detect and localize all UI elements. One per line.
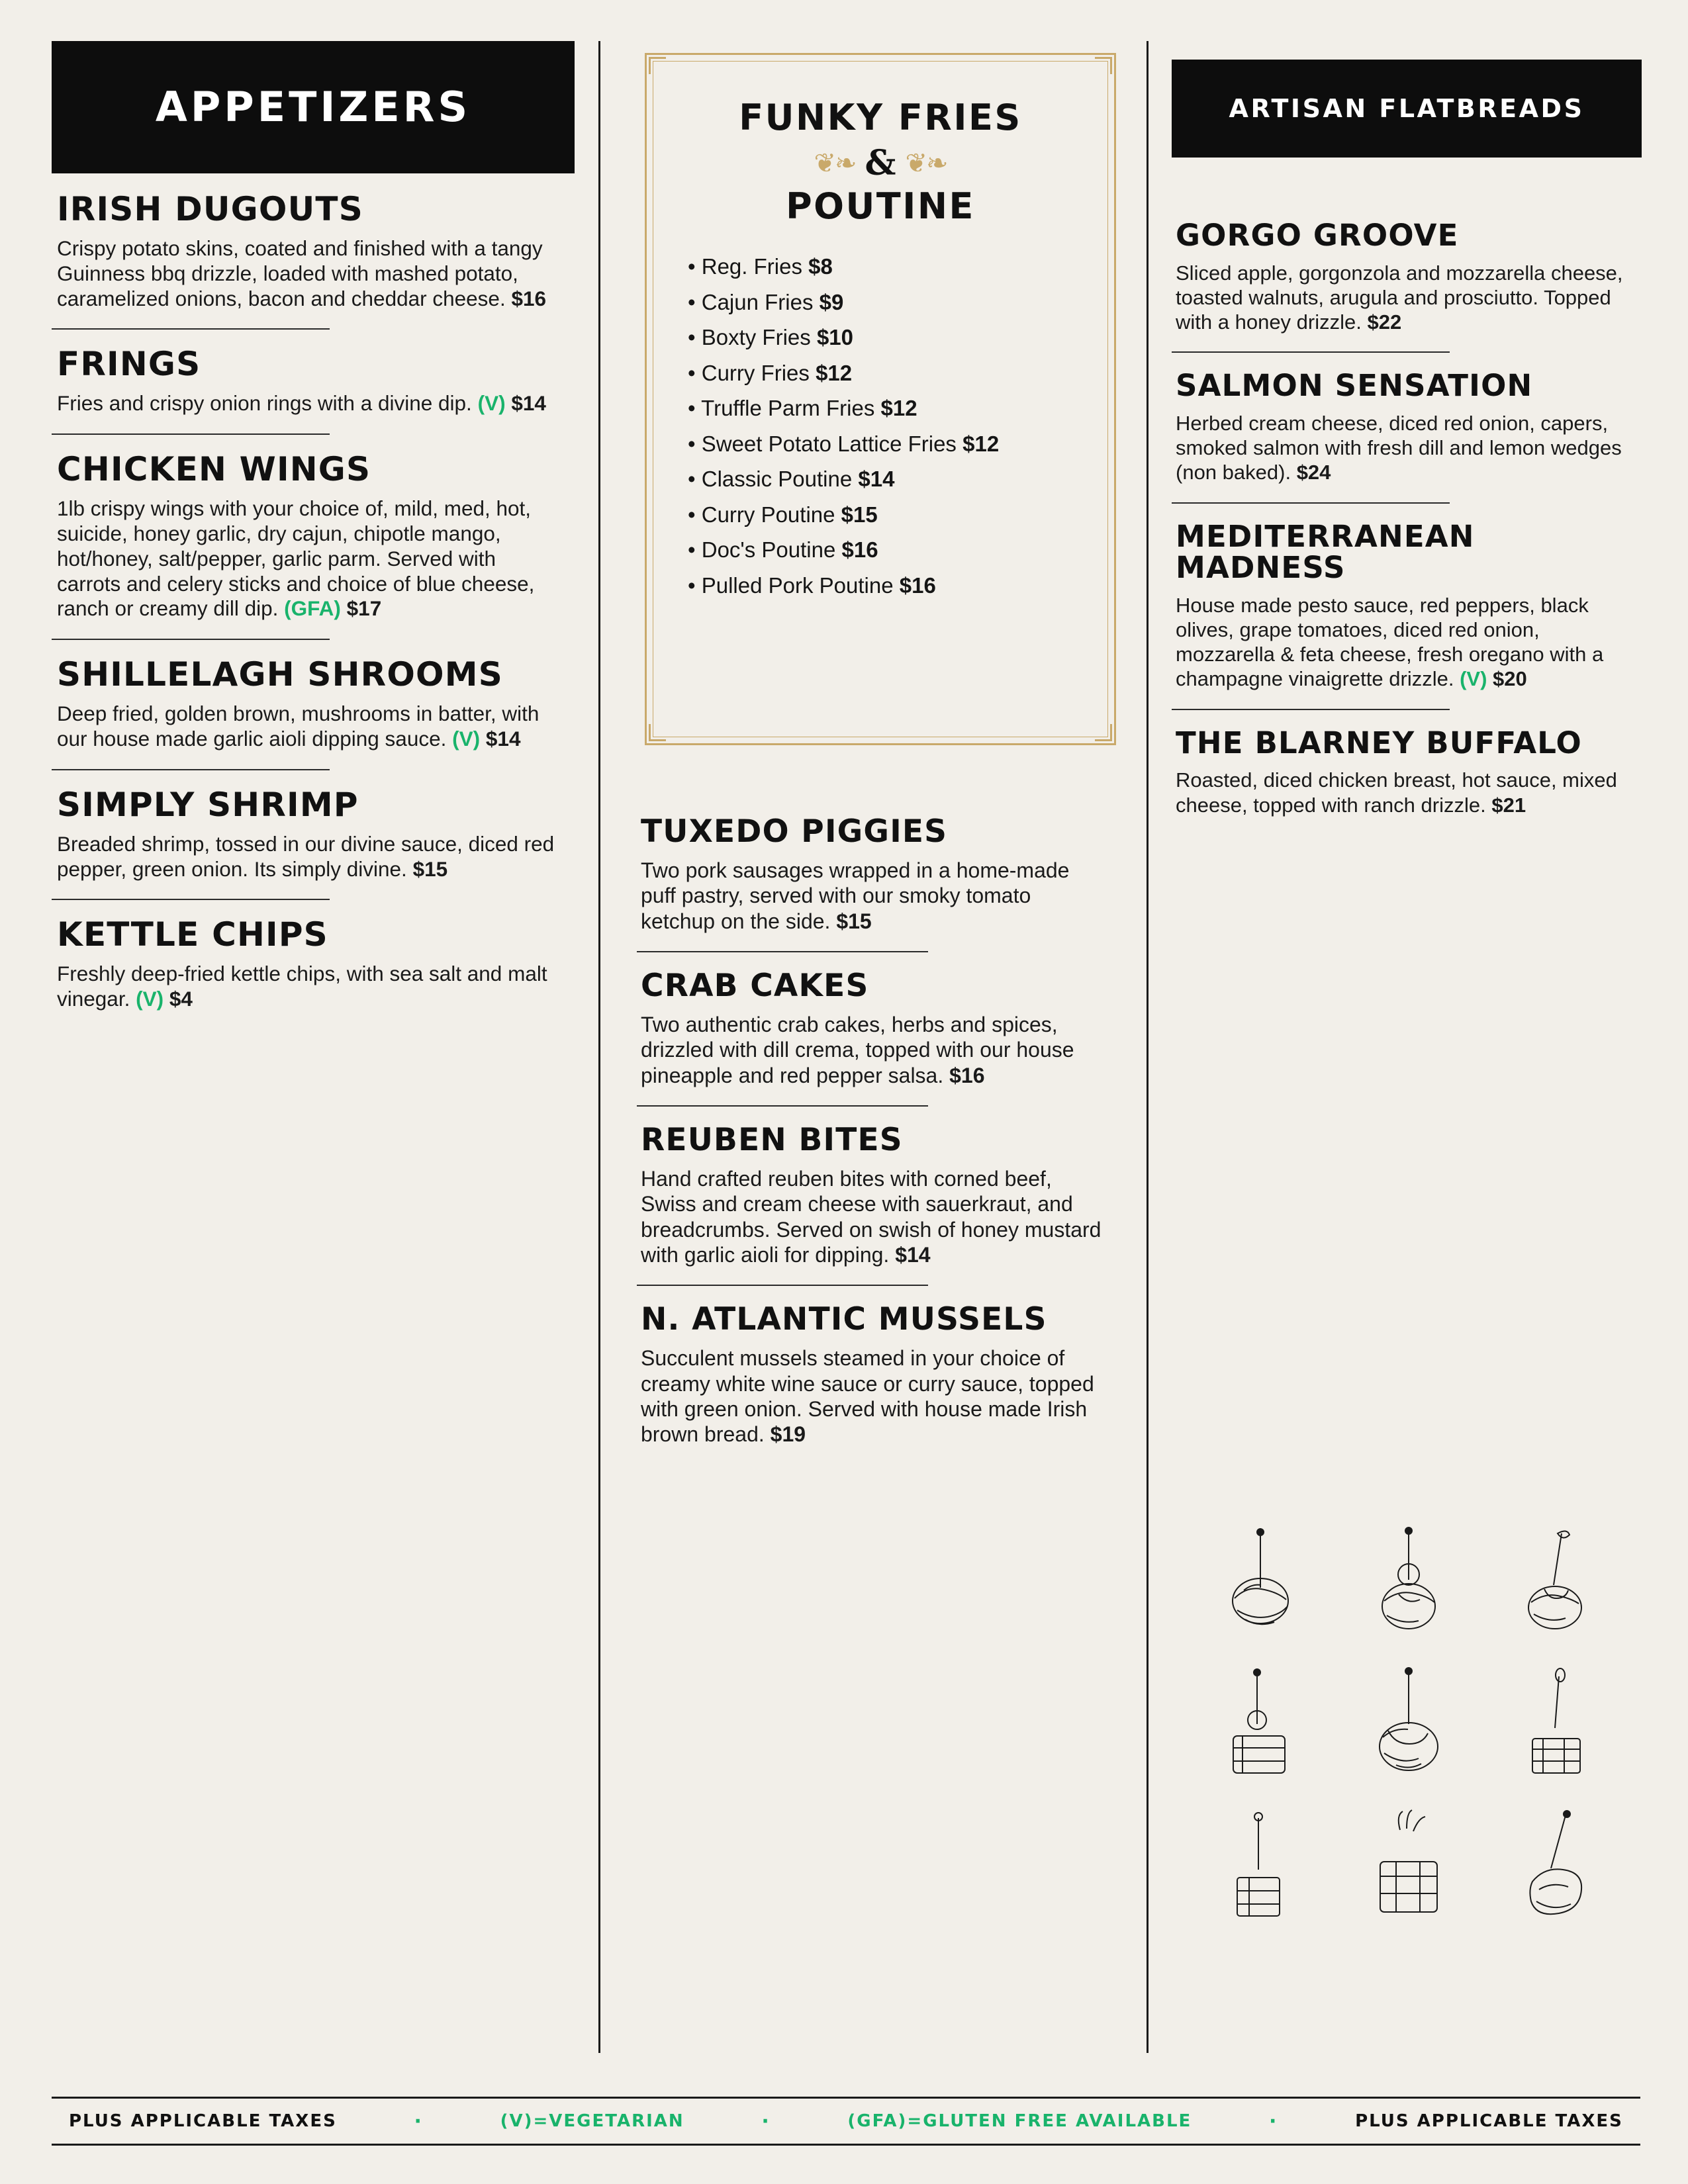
dish-tag: (V): [1460, 667, 1487, 691]
fries-label: Curry Fries: [701, 360, 810, 385]
ampersand: &: [865, 143, 896, 184]
dish-price: $19: [770, 1422, 806, 1447]
menu-footer: [52, 2097, 1640, 2146]
canape-skewer-6-icon: [1487, 1664, 1627, 1796]
dish-price: $17: [346, 596, 382, 621]
list-item: [688, 320, 1114, 355]
dish-name: CRAB CAKES: [641, 967, 869, 1004]
dish-name: KETTLE CHIPS: [57, 915, 328, 954]
dish-name: CHICKEN WINGS: [57, 450, 371, 489]
fries-price: $15: [841, 502, 878, 527]
dish-description: [57, 702, 563, 752]
fries-price: $8: [808, 254, 833, 279]
dish-tag: (V): [136, 987, 164, 1011]
dish-tag: (V): [477, 391, 506, 416]
dish-desc-text: 1lb crispy wings with your choice of, mild, med, hot, suicide, honey garlic, dry cajun, chipotle mango, hot/honey, salt/pepper, garlic parm. Served with carrots and celery sticks and choice of blue cheese, ranch or creamy dill dip.: [57, 496, 535, 621]
dish-name: SALMON SENSATION: [1176, 368, 1533, 404]
column-divider-right: [1147, 41, 1149, 2053]
menu-item: [1172, 220, 1642, 334]
menu-item: [52, 452, 575, 621]
fries-price: $12: [816, 360, 853, 385]
menu-item: [52, 785, 575, 882]
menu-item: [637, 815, 1113, 934]
fries-title-line2: POUTINE: [786, 185, 975, 228]
dish-price: $14: [895, 1242, 931, 1267]
item-divider: [1172, 502, 1450, 504]
dish-description: [57, 236, 563, 311]
dish-description: [1176, 768, 1638, 817]
dish-price: $15: [412, 856, 448, 881]
fries-list: [688, 249, 1114, 603]
dish-tag: (V): [452, 726, 481, 751]
item-divider: [52, 433, 330, 435]
canape-skewer-4-icon: [1190, 1664, 1331, 1796]
fries-price: $9: [819, 289, 844, 314]
dish-price: $4: [169, 987, 193, 1011]
canape-skewer-8-icon: [1338, 1804, 1479, 1936]
dish-name: IRISH DUGOUTS: [57, 190, 363, 228]
list-item: [688, 249, 1114, 284]
list-item: [688, 390, 1114, 426]
dish-price: $16: [949, 1063, 985, 1087]
flatbreads-header: ARTISAN FLATBREADS: [1172, 60, 1642, 158]
dish-desc-text: Hand crafted reuben bites with corned beef, Swiss and cream cheese with sauerkraut, and breadcrumbs. Served on swish of honey mustard with garlic aioli for dipping.: [641, 1166, 1102, 1267]
item-divider: [52, 639, 330, 640]
dish-description: [641, 1012, 1107, 1088]
menu-item: [637, 1121, 1113, 1267]
dish-price: $14: [511, 391, 546, 416]
dish-desc-text: Sliced apple, gorgonzola and mozzarella cheese, toasted walnuts, arugula and prosciutto. Topped with a honey drizzle.: [1176, 261, 1623, 334]
dish-desc-text: Succulent mussels steamed in your choice of creamy white wine sauce or curry sauce, topped with green onion. Served with house made Irish brown bread.: [641, 1346, 1094, 1447]
item-divider: [52, 769, 330, 770]
menu-item: [52, 917, 575, 1012]
fries-title-line1: FUNKY FRIES: [739, 97, 1022, 138]
box-corner-icon: [1095, 57, 1112, 74]
canape-skewer-9-icon: [1487, 1804, 1627, 1936]
menu-inner: [52, 41, 1640, 2147]
dish-desc-text: Roasted, diced chicken breast, hot sauce, mixed cheese, topped with ranch drizzle.: [1176, 768, 1617, 817]
dish-description: [641, 1345, 1107, 1447]
dish-description: [1176, 261, 1638, 335]
dish-desc-text: Crispy potato skins, coated and finished with a tangy Guinness bbq drizzle, loaded with mashed potato, caramelized onions, bacon and cheddar cheese.: [57, 236, 543, 310]
fries-price: $16: [899, 572, 936, 598]
middle-items-list: [637, 815, 1113, 1450]
column-divider-left: [598, 41, 600, 2053]
column-flatbreads: [1172, 41, 1642, 2086]
dish-description: [57, 962, 563, 1012]
dish-name: N. ATLANTIC MUSSELS: [641, 1301, 1047, 1338]
dish-description: [641, 858, 1107, 934]
canape-skewer-1-icon: [1190, 1524, 1331, 1656]
flourish-right-icon: ❦❧: [905, 148, 947, 178]
fries-price: $12: [962, 431, 1000, 456]
dish-name: SHILLELAGH SHROOMS: [57, 655, 503, 694]
dish-description: [57, 832, 563, 882]
dish-name: MEDITERRANEAN MADNESS: [1176, 518, 1475, 586]
dish-desc-text: Breaded shrimp, tossed in our divine sauce, diced red pepper, green onion. Its simply divine.: [57, 831, 555, 881]
dish-name: SIMPLY SHRIMP: [57, 785, 359, 824]
list-item: [688, 568, 1114, 603]
dish-desc-text: Herbed cream cheese, diced red onion, capers, smoked salmon with fresh dill and lemon wedges (non baked).: [1176, 411, 1622, 484]
dish-price: $14: [485, 726, 521, 751]
dish-price: $16: [511, 286, 547, 310]
item-divider: [637, 1105, 928, 1107]
fries-price: $12: [880, 396, 917, 421]
dish-description: [1176, 411, 1638, 485]
fries-label: Classic Poutine: [701, 467, 853, 492]
dish-price: $20: [1493, 667, 1527, 691]
footer-separator-icon: ·: [1269, 2109, 1278, 2133]
fries-label: Boxty Fries: [701, 325, 811, 350]
box-corner-icon: [1095, 724, 1112, 741]
dish-price: $22: [1367, 310, 1402, 334]
list-item: [688, 461, 1114, 496]
dish-description: [57, 496, 563, 621]
fries-label: Reg. Fries: [701, 254, 802, 279]
fries-price: $14: [858, 467, 895, 492]
footer-separator-icon: ·: [761, 2109, 771, 2133]
flatbreads-list: [1172, 220, 1642, 820]
canape-skewer-3-icon: [1487, 1524, 1627, 1656]
fries-label: Pulled Pork Poutine: [701, 572, 894, 598]
appetizer-illustrations: [1190, 1524, 1627, 1936]
dish-name: FRINGS: [57, 345, 201, 384]
flourish-left-icon: ❦❧: [814, 148, 856, 178]
item-divider: [637, 1285, 928, 1286]
column-appetizers: [52, 41, 575, 2086]
dish-price: $15: [836, 909, 872, 933]
footer-separator-icon: ·: [414, 2109, 423, 2133]
list-item: [688, 355, 1114, 390]
footer-right-text: PLUS APPLICABLE TAXES: [1355, 2111, 1623, 2131]
dish-name: REUBEN BITES: [641, 1121, 903, 1158]
dish-desc-text: Fries and crispy onion rings with a divine dip.: [57, 391, 472, 416]
dish-price: $21: [1491, 793, 1526, 817]
list-item: [688, 532, 1114, 567]
item-divider: [1172, 351, 1450, 353]
fries-label: Cajun Fries: [701, 289, 814, 314]
canape-skewer-7-icon: [1190, 1804, 1331, 1936]
dish-desc-text: Two pork sausages wrapped in a home-made puff pastry, served with our smoky tomato ketchup on the side.: [641, 858, 1070, 933]
fries-label: Truffle Parm Fries: [701, 396, 875, 421]
item-divider: [52, 899, 330, 900]
dish-desc-text: House made pesto sauce, red peppers, black olives, grape tomatoes, diced red onion, mozzarella & feta cheese, fresh oregano with a champagne vinaigrette drizzle.: [1176, 593, 1604, 691]
fries-label: Doc's Poutine: [701, 537, 836, 563]
fries-ampersand-row: [647, 143, 1114, 183]
appetizers-header: APPETIZERS: [52, 41, 575, 173]
menu-item: [637, 1303, 1113, 1447]
fries-price: $10: [816, 325, 854, 350]
dish-name: THE BLARNEY BUFFALO: [1176, 725, 1582, 760]
fries-price: $16: [841, 537, 878, 563]
menu-item: [52, 657, 575, 752]
list-item: [688, 497, 1114, 532]
footer-left-text: PLUS APPLICABLE TAXES: [69, 2111, 337, 2131]
dish-description: [641, 1166, 1107, 1268]
canape-skewer-2-icon: [1338, 1524, 1479, 1656]
box-corner-icon: [649, 57, 666, 74]
dish-tag: (GFA): [284, 596, 341, 621]
dish-desc-text: Freshly deep-fried kettle chips, with sea salt and malt vinegar.: [57, 962, 547, 1011]
box-corner-icon: [649, 724, 666, 741]
dish-name: GORGO GROOVE: [1176, 218, 1459, 253]
fries-label: Sweet Potato Lattice Fries: [701, 431, 957, 456]
menu-item: [52, 192, 575, 311]
legend-gluten-free: (GFA)=GLUTEN FREE AVAILABLE: [847, 2111, 1192, 2131]
legend-vegetarian: (V)=VEGETARIAN: [500, 2111, 684, 2131]
dish-desc-text: Deep fried, golden brown, mushrooms in batter, with our house made garlic aioli dipping sauce.: [57, 702, 539, 751]
item-divider: [52, 328, 330, 330]
list-item: [688, 285, 1114, 320]
menu-item: [1172, 518, 1642, 692]
dish-desc-text: Two authentic crab cakes, herbs and spices, drizzled with dill crema, topped with our house pineapple and red pepper salsa.: [641, 1012, 1074, 1087]
menu-item: [637, 967, 1113, 1088]
dish-price: $24: [1296, 461, 1331, 484]
list-item: [688, 426, 1114, 461]
dish-description: [1176, 593, 1638, 692]
canape-skewer-5-icon: [1338, 1664, 1479, 1796]
menu-item: [1172, 727, 1642, 817]
appetizers-list: [52, 192, 575, 1015]
item-divider: [1172, 709, 1450, 710]
funky-fries-box: [645, 53, 1116, 745]
item-divider: [637, 951, 928, 952]
dish-description: [57, 391, 563, 416]
menu-item: [52, 347, 575, 416]
fries-label: Curry Poutine: [701, 502, 835, 527]
menu-item: [1172, 370, 1642, 484]
dish-name: TUXEDO PIGGIES: [641, 813, 948, 850]
column-fries-and-starters: [622, 41, 1127, 2086]
